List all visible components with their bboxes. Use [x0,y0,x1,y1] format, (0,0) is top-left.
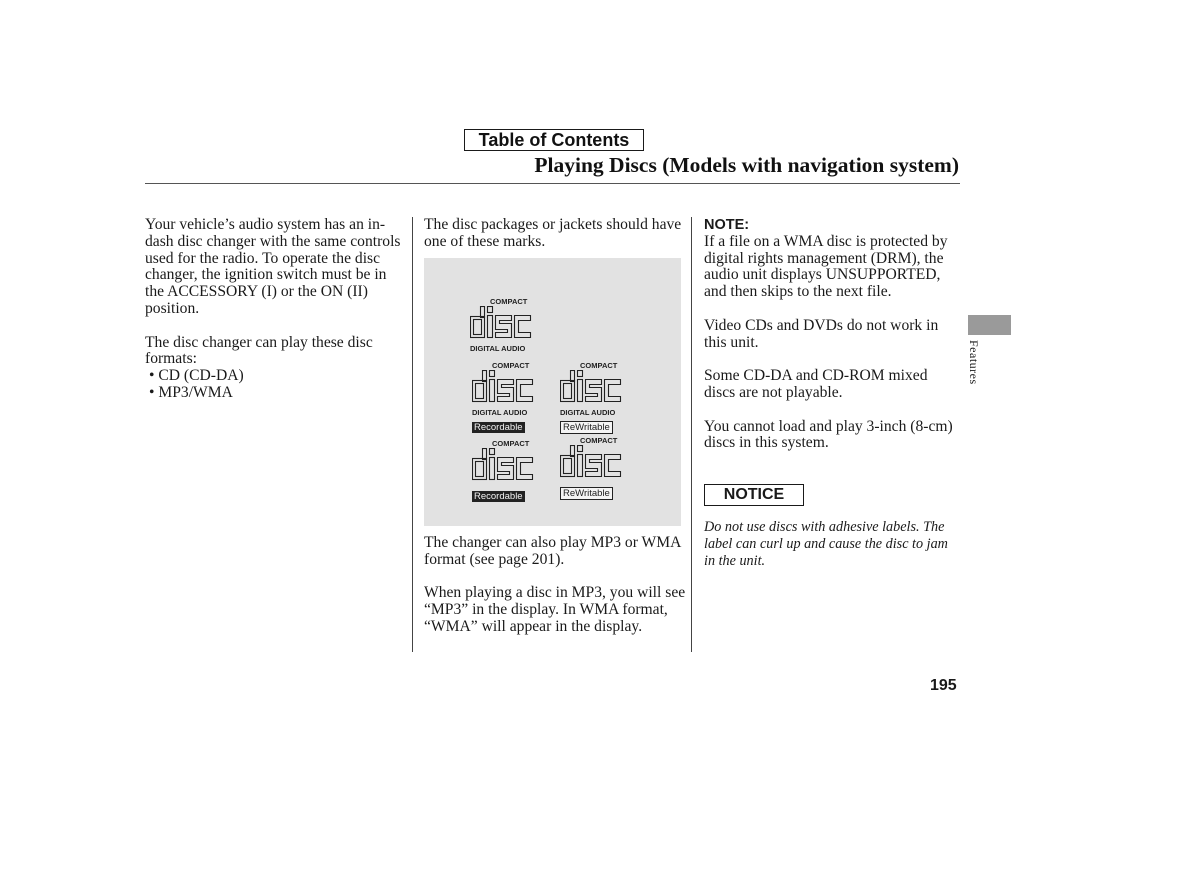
rewritable-label: ReWritable [560,421,613,434]
section-tab-text: Features [967,340,981,385]
compact-label: COMPACT [580,436,618,445]
compact-disc-recordable-logo-2 [472,440,542,504]
page-title: Playing Discs (Models with navigation system) [534,153,959,177]
column-2-lower [424,535,686,653]
mp3-wma-paragraph: The changer can also play MP3 or WMA format (see page 201). [424,534,681,568]
mixed-discs-paragraph: Some CD-DA and CD-ROM mixed discs are not playable. [704,367,928,401]
list-item: • CD (CD-DA) [145,368,407,385]
formats-paragraph: The disc changer can play these disc formats: [145,333,373,368]
column-divider [412,217,413,652]
rewritable-label: ReWritable [560,487,613,500]
section-tab[interactable] [968,315,1011,335]
disc-logo-icon [470,306,538,339]
recordable-label: Recordable [474,422,523,433]
compact-label: COMPACT [492,361,530,370]
compact-label: COMPACT [490,297,528,306]
compact-disc-rewritable-logo-2 [560,437,630,501]
note-heading: NOTE: [704,217,750,233]
column-3 [704,217,962,469]
three-inch-paragraph: You cannot load and play 3-inch (8-cm) discs in this system. [704,417,953,452]
display-paragraph: When playing a disc in MP3, you will see “MP3” in the display. In WMA format, “WMA” will appear in the display. [424,584,686,635]
column-divider [691,217,692,652]
video-cd-paragraph: Video CDs and DVDs do not work in this unit. [704,316,939,351]
disc-logo-icon [560,445,628,478]
compact-disc-rewritable-logo [560,362,630,435]
disc-logo-icon [560,370,628,403]
header-rule [145,183,960,184]
intro-paragraph: Your vehicle’s audio system has an in-dash disc changer with the same controls used for the radio. To operate the disc changer, the ignition switch must be in the ACCESSORY (I) or the ON (II) position. [145,216,401,317]
notice-paragraph: Do not use discs with adhesive labels. The label can curl up and cause the disc to jam in the unit. [704,519,948,569]
notice-heading: NOTICE [704,484,804,506]
disc-logo-icon [472,448,540,481]
compact-disc-recordable-logo [472,362,542,435]
table-of-contents-button[interactable]: Table of Contents [464,129,644,151]
compact-label: COMPACT [580,361,618,370]
digital-audio-label: DIGITAL AUDIO [470,344,526,353]
digital-audio-label: DIGITAL AUDIO [560,408,616,417]
formats-list [145,368,407,402]
disc-logo-icon [472,370,540,403]
recordable-label: Recordable [474,491,523,502]
note-paragraph: If a file on a WMA disc is protected by digital rights management (DRM), the audio unit displays UNSUPPORTED, and then skips to the next file. [704,232,948,301]
compact-disc-digital-audio-logo [470,298,540,353]
section-tab-label [964,340,984,400]
column-1 [145,217,407,402]
marks-paragraph: The disc packages or jackets should have one of these marks. [424,216,682,250]
disc-logos-figure [424,258,681,526]
compact-label: COMPACT [492,439,530,448]
digital-audio-label: DIGITAL AUDIO [472,408,528,417]
page-number: 195 [930,677,957,694]
list-item: • MP3/WMA [145,385,407,402]
